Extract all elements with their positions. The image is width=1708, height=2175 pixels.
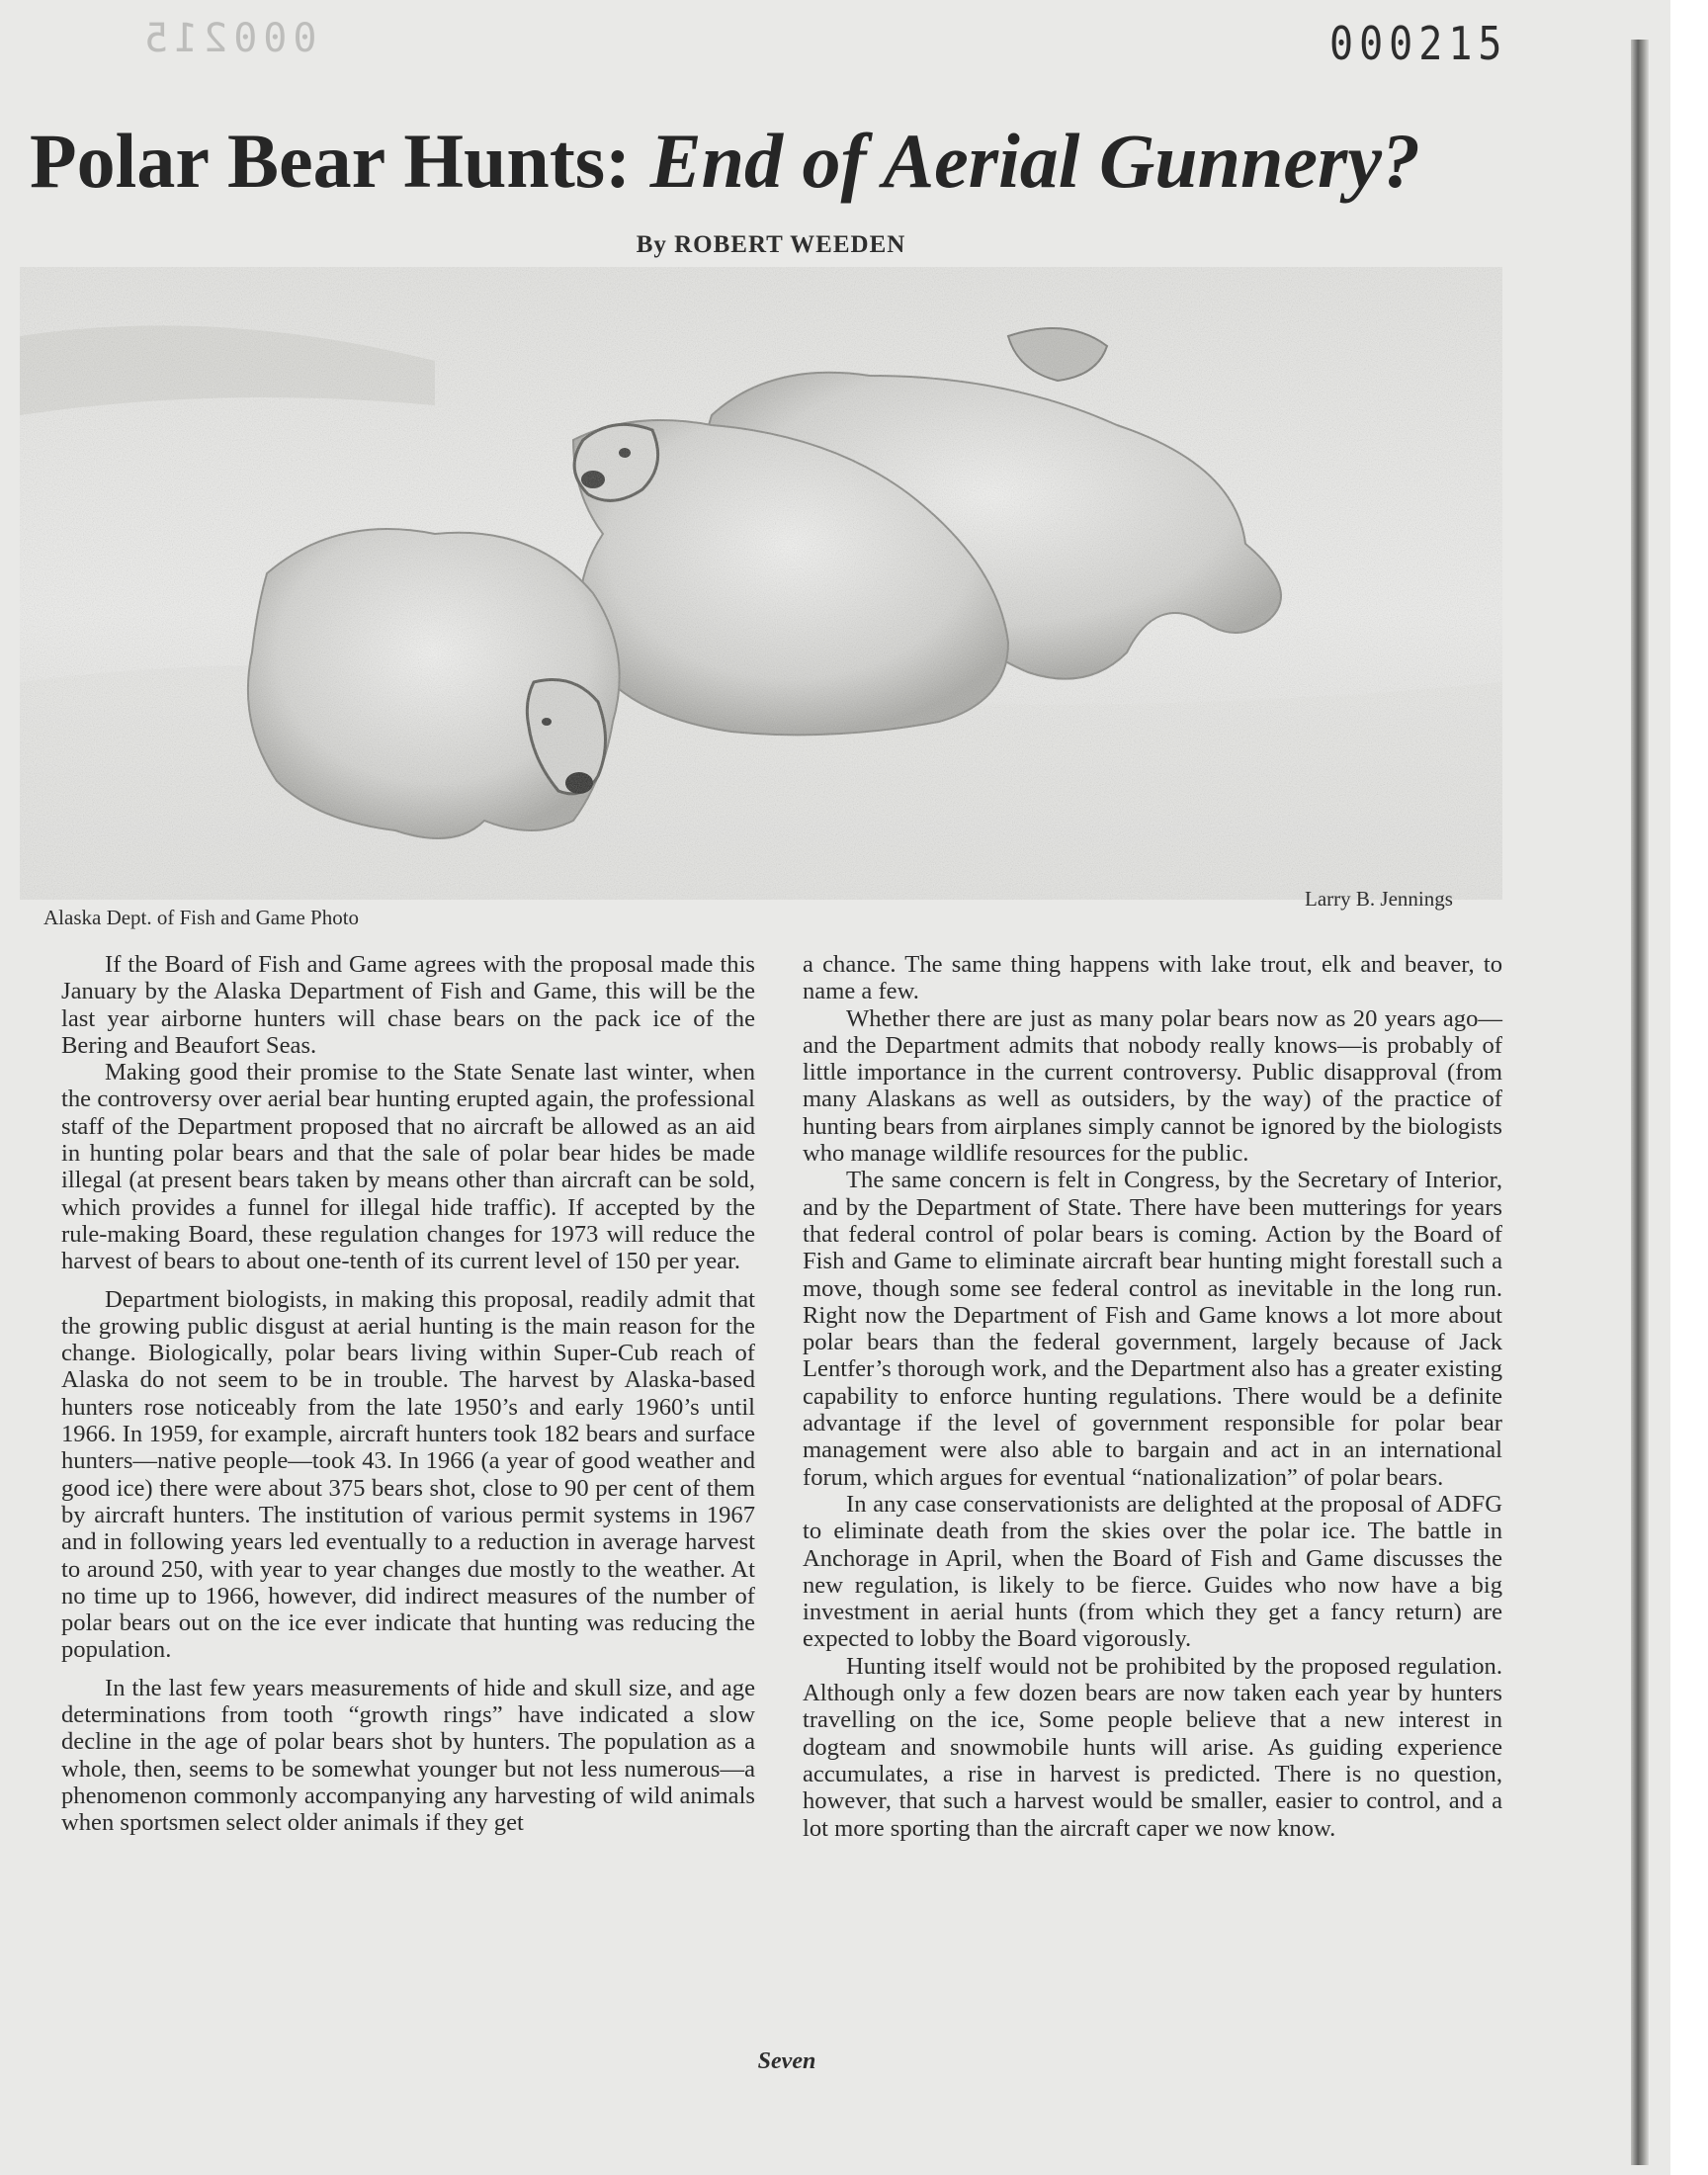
title-main: Polar Bear Hunts: — [30, 118, 650, 204]
byline: By ROBERT WEEDEN — [636, 231, 906, 258]
article-column-right — [803, 951, 1502, 1842]
paragraph: a chance. The same thing happens with lake trout, elk and beaver, to name a few. — [803, 951, 1502, 1005]
title-italic: End of Aerial Gunnery? — [649, 118, 1421, 204]
polar-bears-photo — [20, 267, 1502, 900]
paragraph: Department biologists, in making this proposal, readily admit that the growing public disgust at aerial hunting is the main reason for the change. Biologically, polar bears living within Super-Cub reach of Alaska do not seem to be in trouble. The harvest by Alaska-based hunters rose noticeably from the late 1950’s and early 1960’s until 1966. In 1959, for example, aircraft hunters took 182 bears and surface hunters—native people—took 43. In 1966 (a year of good weather and good ice) there were about 375 bears shot, close to 90 per cent of them by aircraft hunters. The institution of various permit systems in 1967 and in following years led eventually to a reduction in average harvest to around 250, with year to year changes due mostly to the weather. At no time up to 1966, however, did indirect measures of the number of polar bears out on the ice ever indicate that hunting was reducing the population. — [61, 1285, 755, 1664]
article-title — [30, 117, 1611, 206]
photo-credit-agency: Alaska Dept. of Fish and Game Photo — [43, 906, 360, 929]
bleed-through-stamp: 000215 — [138, 16, 317, 61]
page-folio: Seven — [757, 2048, 816, 2074]
paragraph: The same concern is felt in Congress, by the Secretary of Interior, and by the Department of State. There have been mutterings for years that federal control of polar bears is coming. Action by the Board of Fish and Game to eliminate aircraft bear hunting might forestall such a move, though some see federal control as inevitable in the long run. Right now the Department of Fish and Game knows a lot more about polar bears than the federal government, largely because of Jack Lentfer’s thorough work, and the Department also has a greater existing capability to enforce hunting regulations. There would be a definite advantage if the level of government responsible for polar bear management were also able to bargain and act in an international forum, which argues for eventual “nationalization” of polar bears. — [803, 1167, 1502, 1491]
paragraph: Making good their promise to the State Senate last winter, when the controversy over aerial bear hunting erupted again, the professional staff of the Department proposed that no aircraft be allowed as an aid in hunting polar bears and that the sale of polar bear hides be made illegal (at present bears taken by means other than aircraft can be sold, which provides a funnel for illegal hide traffic). If accepted by the rule-making Board, these regulation changes for 1973 will reduce the harvest of bears to about one-tenth of its current level of 150 per year. — [61, 1059, 755, 1275]
page-stamp-number: 000215 — [1329, 18, 1508, 71]
scan-edge-shadow — [1631, 40, 1649, 2165]
paragraph: In any case conservationists are delighted at the proposal of ADFG to eliminate death from the skies over the polar ice. The battle in Anchorage in April, when the Board of Fish and Game discusses the new regulation, is likely to be fierce. Guides who now have a big investment in aerial hunts (from which they get a fancy return) are expected to lobby the Board vigorously. — [803, 1490, 1502, 1653]
article-column-left — [61, 951, 755, 1837]
paragraph: Hunting itself would not be prohibited by the proposed regulation. Although only a few dozen bears are now taken each year by hunters travelling on the ice, Some people believe that a new interest in dogteam and snowmobile hunts will arise. As guiding experience accumulates, a rise in harvest is predicted. There is no question, however, that such a harvest would be smaller, easier to control, and a lot more sporting than the aircraft caper we now know. — [803, 1652, 1502, 1842]
paragraph: In the last few years measurements of hide and skull size, and age determinations from tooth “growth rings” have indicated a slow decline in the age of polar bears shot by hunters. The population as a whole, then, seems to be somewhat younger but not less numerous—a phenomenon commonly accompanying any harvesting of wild animals when sportsmen select older animals if they get — [61, 1674, 755, 1837]
photo-credit-photographer: Larry B. Jennings — [1305, 887, 1453, 911]
paragraph: If the Board of Fish and Game agrees with the proposal made this January by the Alaska Department of Fish and Game, this will be the last year airborne hunters will chase bears on the pack ice of the Bering and Beaufort Seas. — [61, 951, 755, 1059]
paragraph: Whether there are just as many polar bears now as 20 years ago—and the Department admits that nobody really knows—is probably of little importance in the current controversy. Public disapproval (from many Alaskans as well as outsiders, by the way) of the practice of hunting bears from airplanes simply cannot be ignored by the biologists who manage wildlife resources for the public. — [803, 1004, 1502, 1168]
